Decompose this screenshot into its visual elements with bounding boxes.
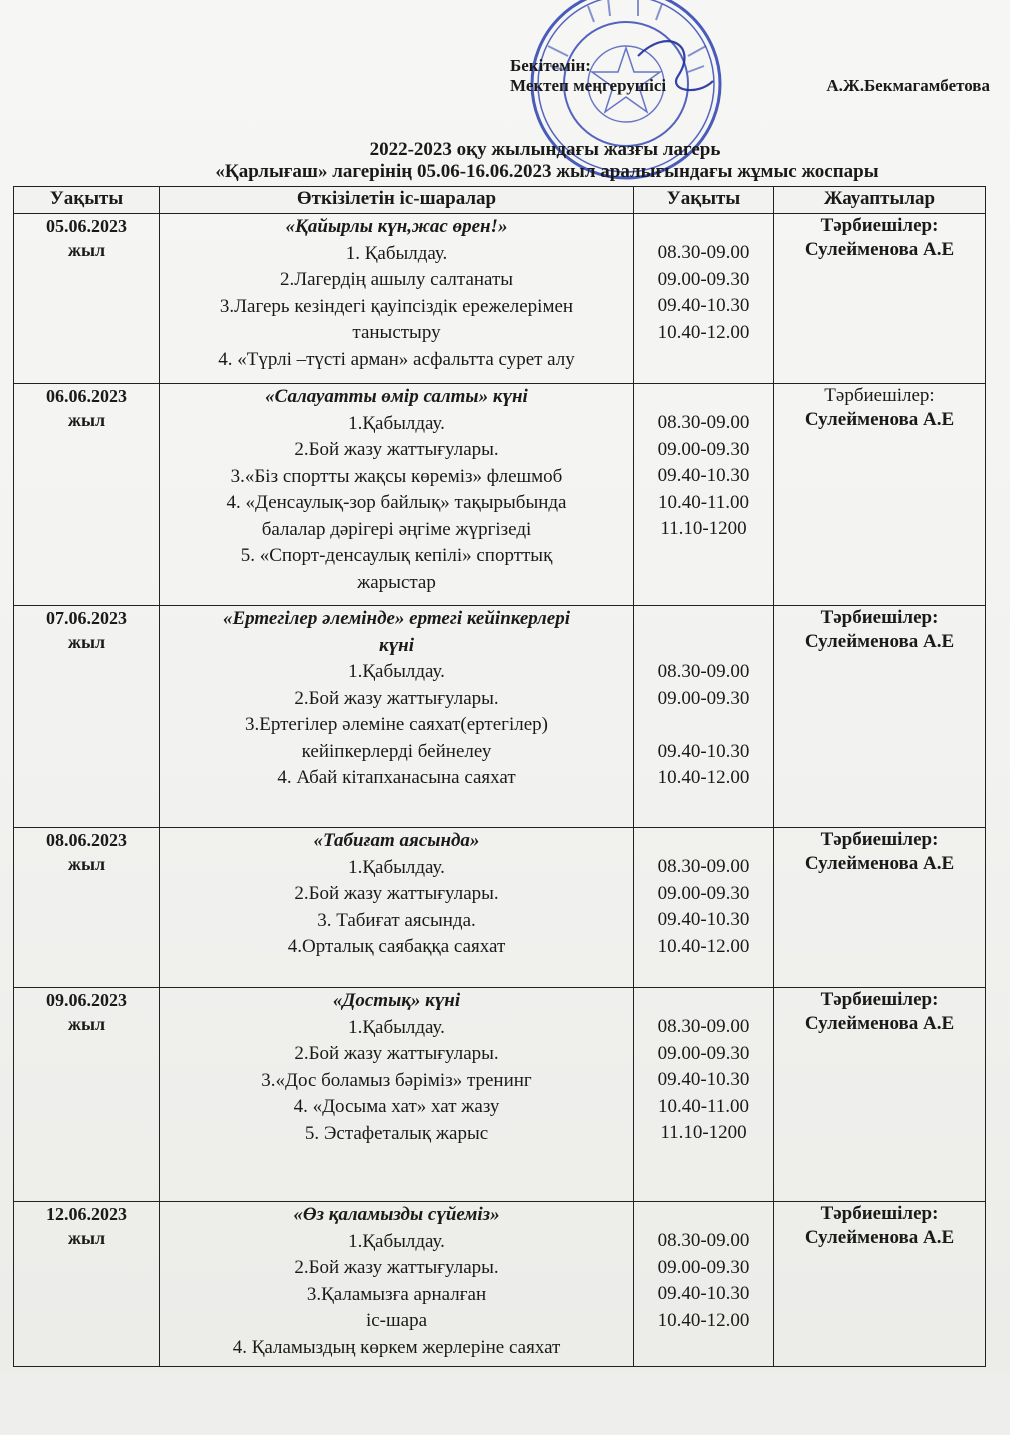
time-slot: 09.40-10.30: [657, 1283, 750, 1304]
activity-item: 2.Бой жазу жаттығулары.: [294, 883, 499, 904]
table-row: [14, 1202, 986, 1367]
activity-item: 3.«Дос боламыз бәріміз» тренинг: [261, 1069, 532, 1091]
day-theme: «Табиғат аясында»: [313, 830, 480, 851]
activity-item: 1.Қабылдау.: [348, 412, 445, 434]
row-date-suffix: жыл: [67, 632, 106, 652]
activity-item: 5. «Спорт-денсаулық кепілі» спорттық: [240, 545, 553, 566]
time-slot: 09.00-09.30: [657, 1256, 750, 1278]
time-slot: 10.40-11.00: [657, 1095, 750, 1117]
time-slot: 08.30-09.00: [657, 412, 750, 433]
activity-item: кейіпкерлерді бейнелеу: [301, 740, 492, 762]
table-row: [14, 828, 986, 988]
row-date-cell: [14, 606, 160, 828]
row-responsible-cell: [774, 606, 986, 828]
table-row: [14, 384, 986, 606]
row-activities-cell: [160, 828, 634, 988]
row-activities-cell: [160, 214, 634, 384]
row-date: 09.06.2023: [46, 990, 127, 1010]
activity-item: 2.Бой жазу жаттығулары.: [294, 1257, 499, 1278]
row-date: 05.06.2023: [46, 216, 127, 236]
time-slot: 09.00-09.30: [657, 687, 750, 709]
responsible-name: Сулейменова А.Е: [804, 853, 955, 874]
row-responsible-cell: [774, 828, 986, 988]
row-date: 08.06.2023: [46, 830, 127, 850]
activity-item: 3. Табиғат аясында.: [317, 909, 476, 931]
page-bottom-margin: [0, 1372, 1010, 1435]
day-theme: «Достық» күні: [332, 990, 461, 1011]
responsible-title: Тәрбиешілер:: [820, 215, 939, 236]
activity-item: 2.Бой жазу жаттығулары.: [294, 439, 499, 460]
time-slot: 10.40-12.00: [657, 321, 750, 343]
responsible-title: Тәрбиешілер:: [820, 1203, 939, 1224]
activity-item: 1.Қабылдау.: [348, 856, 445, 878]
header-time: Уақыты: [634, 187, 774, 214]
day-theme-continued: күні: [379, 634, 414, 656]
table-row: [14, 988, 986, 1202]
row-activities-cell: [160, 606, 634, 828]
day-theme: «Салауатты өмір салты» күні: [265, 386, 528, 407]
activity-item: 4. Абай кітапханасына саяхат: [277, 767, 516, 788]
time-slot: 09.40-10.30: [657, 909, 750, 930]
row-date-suffix: жыл: [67, 240, 106, 260]
document-title-line-2: «Қарлығаш» лагерінің 05.06-16.06.2023 жыл аралығындағы жұмыс жоспары: [215, 161, 879, 182]
row-times-cell: [634, 988, 774, 1202]
activity-item: 3.Қаламызға арналған: [306, 1283, 487, 1305]
time-slot: 09.00-09.30: [657, 268, 750, 290]
table-header-row: [14, 187, 986, 214]
time-slot: 09.00-09.30: [657, 1042, 750, 1064]
time-slot: 11.10-1200: [660, 518, 747, 539]
activity-item: 2.Бой жазу жаттығулары.: [294, 687, 499, 709]
activity-item: 4.Орталық саябаққа саяхат: [287, 936, 506, 957]
responsible-name: Сулейменова А.Е: [804, 239, 955, 260]
time-slot: 09.00-09.30: [657, 438, 750, 460]
row-date-cell: [14, 828, 160, 988]
activity-item: таныстыру: [352, 322, 441, 343]
row-times-cell: [634, 606, 774, 828]
row-times-cell: [634, 1202, 774, 1367]
activity-item: 4. «Денсаулық-зор байлық» тақырыбында: [226, 492, 567, 513]
row-date-suffix: жыл: [67, 1228, 106, 1248]
header-date: Уақыты: [14, 187, 160, 214]
activity-item: 2.Лагердің ашылу салтанаты: [279, 269, 514, 290]
approval-name: А.Ж.Бекмагамбетова: [826, 76, 990, 95]
time-slot: 10.40-12.00: [657, 935, 750, 957]
row-responsible-cell: [774, 214, 986, 384]
row-date: 12.06.2023: [46, 1204, 127, 1224]
row-date: 06.06.2023: [46, 386, 127, 406]
row-date-cell: [14, 384, 160, 606]
time-slot: 09.40-10.30: [657, 465, 750, 486]
approval-position: Мектеп меңгерушісі: [510, 76, 667, 95]
row-times-cell: [634, 214, 774, 384]
responsible-name: Сулейменова А.Е: [804, 1227, 955, 1248]
row-responsible-cell: [774, 384, 986, 606]
row-date-suffix: жыл: [67, 1014, 106, 1034]
activity-item: 5. Эстафеталық жарыс: [304, 1122, 489, 1144]
row-date-cell: [14, 1202, 160, 1367]
day-theme: «Қайырлы күн,жас өрен!»: [285, 216, 508, 237]
table-row: [14, 606, 986, 828]
activity-item: балалар дәрігері әңгіме жүргізеді: [261, 518, 532, 540]
time-slot: 09.40-10.30: [657, 1069, 750, 1090]
activity-item: 4. «Досыма хат» хат жазу: [293, 1096, 500, 1117]
row-responsible-cell: [774, 1202, 986, 1367]
row-date: 07.06.2023: [46, 608, 127, 628]
header-responsible: Жауаптылар: [774, 187, 986, 214]
time-slot: 10.40-12.00: [657, 1309, 750, 1331]
time-slot: 08.30-09.00: [657, 1016, 750, 1037]
row-activities-cell: [160, 988, 634, 1202]
activity-item: 1.Қабылдау.: [348, 1230, 445, 1252]
row-responsible-cell: [774, 988, 986, 1202]
activity-item: 4. «Түрлі –түсті арман» асфальтта сурет алу: [218, 348, 575, 370]
responsible-name: Сулейменова А.Е: [804, 1013, 955, 1034]
row-date-suffix: жыл: [67, 410, 106, 430]
day-theme: «Өз қаламызды сүйеміз»: [293, 1204, 500, 1225]
time-slot: 10.40-12.00: [657, 767, 750, 788]
row-date-cell: [14, 214, 160, 384]
activity-item: іс-шара: [365, 1310, 428, 1331]
time-slot: 08.30-09.00: [657, 242, 750, 263]
work-plan-table: [13, 186, 986, 1367]
responsible-title: Тәрбиешілер:: [824, 385, 935, 406]
row-activities-cell: [160, 1202, 634, 1367]
time-slot: 08.30-09.00: [657, 1230, 750, 1251]
document-title-line-1: 2022-2023 оқу жылындағы жазғы лагерь: [369, 139, 721, 160]
time-slot: 09.00-09.30: [657, 882, 750, 904]
table-row: [14, 214, 986, 384]
row-date-cell: [14, 988, 160, 1202]
activity-item: 3.Лагерь кезіндегі қауіпсіздік ережелерімен: [219, 295, 574, 317]
responsible-title: Тәрбиешілер:: [820, 829, 939, 850]
approval-block: [510, 56, 990, 96]
time-slot: 09.40-10.30: [657, 295, 750, 316]
activity-item: 3.Ертегілер әлеміне саяхат(ертегілер): [245, 714, 548, 735]
row-times-cell: [634, 828, 774, 988]
responsible-name: Сулейменова А.Е: [804, 409, 955, 430]
activity-item: 1. Қабылдау.: [345, 242, 448, 264]
activity-item: 1.Қабылдау.: [348, 661, 445, 682]
time-slot: 11.10-1200: [660, 1122, 747, 1143]
time-slot: 10.40-11.00: [657, 491, 750, 513]
row-date-suffix: жыл: [67, 854, 106, 874]
time-slot: 08.30-09.00: [657, 856, 750, 877]
responsible-name: Сулейменова А.Е: [804, 631, 955, 652]
row-activities-cell: [160, 384, 634, 606]
activity-item: 4. Қаламыздың көркем жерлеріне саяхат: [232, 1336, 561, 1358]
time-slot: [634, 712, 773, 739]
time-slot: 09.40-10.30: [657, 740, 750, 762]
header-activities: Өткізілетін іс-шаралар: [160, 187, 634, 214]
time-slot: 08.30-09.00: [657, 661, 750, 682]
activity-item: 2.Бой жазу жаттығулары.: [294, 1043, 499, 1064]
activity-item: 3.«Біз спортты жақсы көреміз» флешмоб: [230, 465, 563, 487]
row-times-cell: [634, 384, 774, 606]
responsible-title: Тәрбиешілер:: [820, 607, 939, 628]
day-theme: «Ертегілер әлемінде» ертегі кейіпкерлері: [222, 608, 571, 629]
approval-label: Бекітемін:: [510, 56, 591, 75]
responsible-title: Тәрбиешілер:: [820, 989, 939, 1010]
activity-item: жарыстар: [357, 571, 436, 593]
activity-item: 1.Қабылдау.: [348, 1016, 445, 1038]
